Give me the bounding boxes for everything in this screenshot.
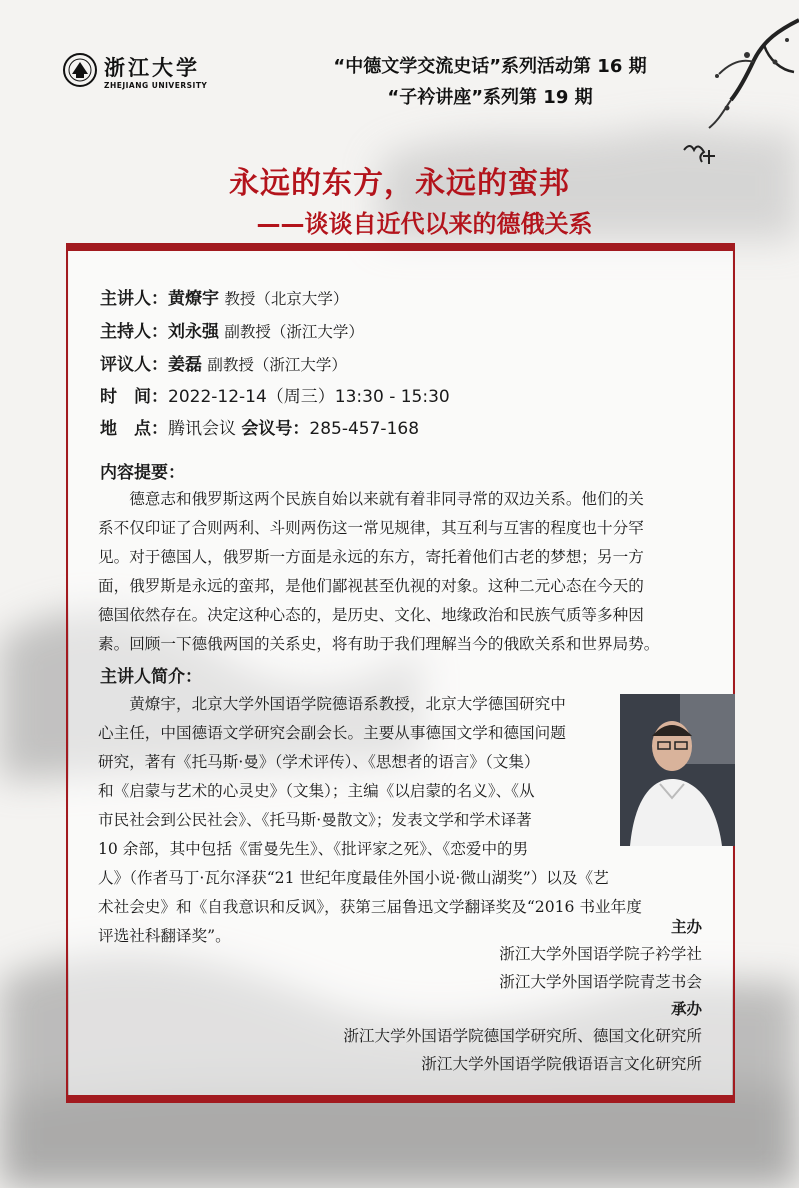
bio-line: 黄燎宇，北京大学外国语学院德语系教授，北京大学德国研究中: [98, 695, 566, 713]
summary-line: 素。回顾一下德俄两国的关系史，将有助于我们理解当今的俄欧关系和世界局势。: [98, 635, 660, 653]
lecture-subtitle: ——谈谈自近代以来的德俄关系: [256, 210, 593, 238]
organizer-label: 主办: [670, 918, 702, 936]
summary-line: 德意志和俄罗斯这两个民族自始以来就有着非同寻常的双边关系。他们的关: [98, 490, 644, 508]
co-organizer-label: 承办: [670, 1000, 702, 1018]
place-row: [100, 418, 419, 440]
bio-text: [98, 690, 718, 951]
bio-line: 10 余部，其中包括《雷曼先生》、《批评家之死》、《恋爱中的男: [98, 840, 529, 858]
speaker-label: 主讲人：: [100, 289, 168, 309]
bio-line: 人》（作者马丁·瓦尔泽获“21 世纪年度最佳外国小说·微山湖奖”）以及《艺: [98, 869, 609, 887]
bio-line: 研究，著有《托马斯·曼》（学术评传）、《思想者的语言》（文集）: [98, 753, 540, 771]
co-organizer-item: 浙江大学外国语学院俄语语言文化研究所: [421, 1055, 702, 1073]
co-organizer-item: 浙江大学外国语学院德国学研究所、德国文化研究所: [343, 1027, 702, 1045]
host-row: [100, 321, 364, 343]
summary-text: [98, 485, 708, 659]
series-line-2: “子衿讲座”系列第 19 期: [387, 87, 593, 108]
bottom-rule: [66, 1095, 735, 1103]
organizer-item: 浙江大学外国语学院子衿学社: [499, 945, 702, 963]
time-row: [100, 386, 450, 408]
university-seal-icon: [62, 52, 98, 88]
discussant-label: 评议人：: [100, 355, 168, 375]
time-value: 2022-12-14（周三）13:30 - 15:30: [168, 387, 450, 407]
host-role: 副教授（浙江大学）: [224, 323, 364, 341]
summary-heading: 内容提要：: [100, 463, 185, 483]
university-name-cn: 浙江大学: [104, 55, 200, 80]
discussant-name: 姜磊: [168, 355, 202, 375]
summary-line: 见。对于德国人，俄罗斯一方面是永远的东方，寄托着他们古老的梦想；另一方: [98, 548, 644, 566]
bio-line: 市民社会到公民社会》、《托马斯·曼散文》；发表文学和学术译著: [98, 811, 532, 829]
time-label: 时 间：: [100, 387, 168, 407]
meeting-id-label: 会议号：: [241, 419, 310, 439]
meeting-id: 285-457-168: [309, 419, 420, 439]
lecture-title: 永远的东方，永远的蛮邦: [229, 166, 570, 201]
bio-line: 心主任，中国德语文学研究会副会长。主要从事德国文学和德国问题: [98, 724, 566, 742]
right-border: [733, 251, 735, 1095]
place-venue: 腾讯会议: [168, 419, 236, 439]
summary-line: 面，俄罗斯是永远的蛮邦，是他们鄙视甚至仇视的对象。这种二元心态在今天的: [98, 577, 644, 595]
summary-line: 系不仅印证了合则两利、斗则两伤这一常见规律，其互利与互害的程度也十分罕: [98, 519, 644, 537]
host-name: 刘永强: [168, 322, 219, 342]
organizer-item: 浙江大学外国语学院青芝书会: [499, 973, 702, 991]
left-border: [66, 251, 68, 1095]
discussant-role: 副教授（浙江大学）: [207, 356, 347, 374]
speaker-role: 教授（北京大学）: [224, 290, 349, 308]
zju-logo: [62, 52, 222, 96]
top-rule: [66, 243, 735, 251]
host-label: 主持人：: [100, 322, 168, 342]
speaker-name: 黄燎宇: [168, 289, 219, 309]
bio-heading: 主讲人简介：: [100, 667, 202, 687]
bio-line: 评选社科翻译奖”。: [98, 927, 231, 945]
bio-line: 术社会史》和《自我意识和反讽》，获第三届鲁迅文学翻译奖及“2016 书业年度: [98, 898, 642, 916]
speaker-row: [100, 288, 348, 310]
series-line-1: “中德文学交流史话”系列活动第 16 期: [333, 56, 647, 77]
discussant-row: [100, 354, 347, 376]
bio-line: 和《启蒙与艺术的心灵史》（文集）；主编《以启蒙的名义》、《从: [98, 782, 535, 800]
university-name-en: ZHEJIANG UNIVERSITY: [104, 81, 208, 90]
summary-line: 德国依然存在。决定这种心态的，是历史、文化、地缘政治和民族气质等多种因: [98, 606, 644, 624]
place-label: 地 点：: [100, 419, 168, 439]
